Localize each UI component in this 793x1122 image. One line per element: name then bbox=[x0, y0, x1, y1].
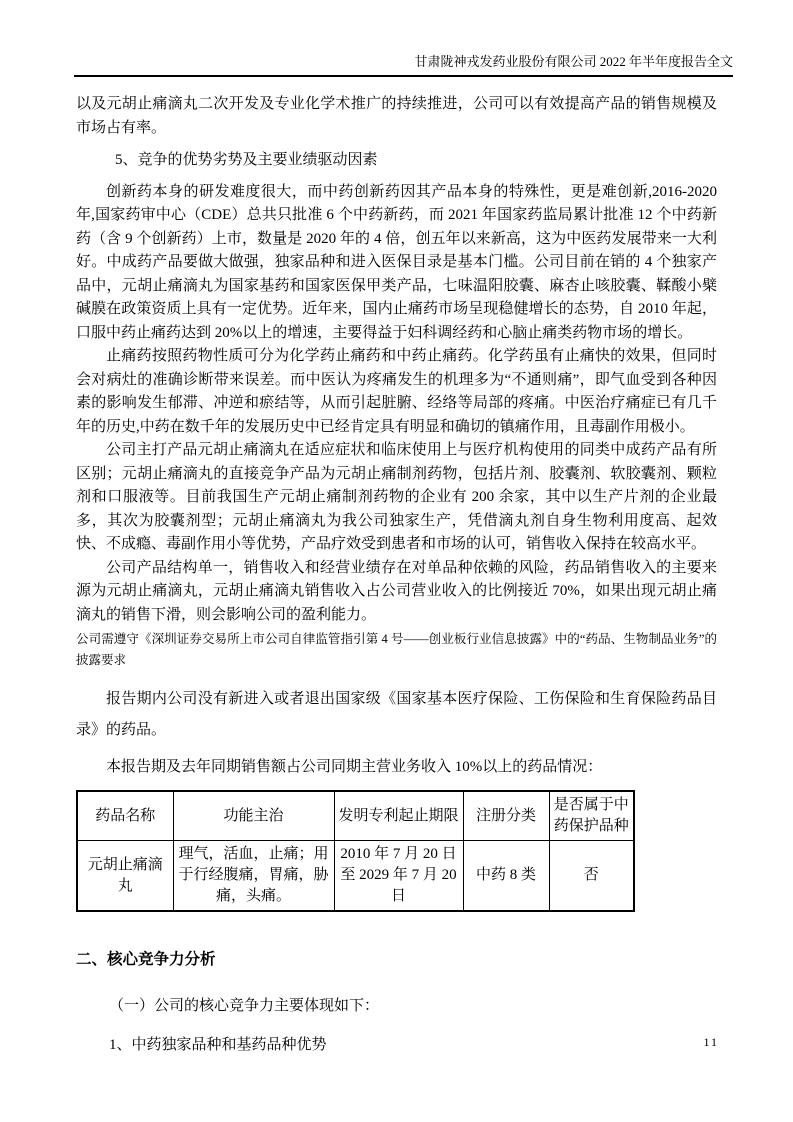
drug-table-row bbox=[77, 841, 634, 912]
sub-heading-core-competitiveness-intro: （一）公司的核心竞争力主要体现如下： bbox=[109, 997, 380, 1014]
paragraph-painkiller-types: 止痛药按照药物性质可分为化学药止痛药和中药止痛药。化学药虽有止痛快的效果，但同时会对病灶的准确诊断带来误差。而中医认为疼痛发生的机理多为“不通则痛”，即气血受到各种因素的影响发生郁滞、冲逆和瘀结等，从而引起脏腑、经络等局部的疼痛。中医治疗痛症已有几千年的历史,中药在数千年的发展历史中已经肯定具有明显和确切的镇痛作用，且毒副作用极小。 bbox=[76, 348, 717, 435]
page-number: 11 bbox=[703, 1035, 719, 1049]
section-heading-core-competitiveness: 二、核心竞争力分析 bbox=[76, 951, 216, 968]
paragraph-product-structure-risk: 公司产品结构单一，销售收入和经营业绩存在对单品种依赖的风险，药品销售收入的主要来源为元胡止痛滴丸，元胡止痛滴丸销售收入占公司营业收入的比例接近 70%，如果出现元胡止痛滴丸的销售下滑，则会影响公司的盈利能力。 bbox=[76, 559, 717, 623]
column-header-indication: 功能主治 bbox=[173, 791, 334, 841]
cell-indication: 理气，活血，止痛；用于行经腹痛，胃痛，胁痛，头痛。 bbox=[173, 841, 334, 912]
paragraph-innovation-drugs: 创新药本身的研发难度很大，而中药创新药因其产品本身的特殊性，更是难创新,2016-2020 年,国家药审中心（CDE）总共只批准 6 个中药新药，而 2021 年国家药监局累计批准 12 个中药新药（含 9 个创新药）上市，数量是 2020 年的 4 倍，创五年以来新高，这为中医药发展带来一大利好。中成药产品要做大做强，独家品种和进入医保目录是基本门槛。公司目前在销的 4 个独家产品中，元胡止痛滴丸为国家基药和国家医保甲类产品，七味温阳胶囊、麻杏止咳胶囊、鞣酸小檗碱膜在政策资质上具有一定优势。近年来，国内止痛药市场呈现稳健增长的态势，自 2010 年起，口服中药止痛药达到 20%以上的增速，主要得益于妇科调经药和心脑止痛类药物市场的增长。 bbox=[76, 183, 717, 341]
column-header-tcm-protected: 是否属于中药保护品种 bbox=[549, 791, 634, 841]
heading-5-competition: 5、竞争的优势劣势及主要业绩驱动因素 bbox=[115, 152, 378, 168]
drug-table-header-row bbox=[77, 791, 634, 841]
report-title: 甘肃陇神戎发药业股份有限公司 2022 年半年度报告全文 bbox=[414, 54, 733, 69]
cell-registration-class: 中药 8 类 bbox=[463, 841, 549, 912]
cell-drug-name: 元胡止痛滴丸 bbox=[77, 841, 173, 912]
sub-heading-exclusive-varieties: 1、中药独家品种和基药品种优势 bbox=[109, 1037, 327, 1053]
paragraph-carryover: 以及元胡止痛滴丸二次开发及专业化学术推广的持续推进，公司可以有效提高产品的销售规模及市场占有率。 bbox=[76, 96, 717, 136]
page-header bbox=[74, 0, 733, 77]
paragraph-product-competition: 公司主打产品元胡止痛滴丸在适应症状和临床使用上与医疗机构使用的同类中成药产品有所区别；元胡止痛滴丸的直接竞争产品为元胡止痛制剂药物，包括片剂、胶囊剂、软胶囊剂、颗粒剂和口服液等。目前我国生产元胡止痛制剂药物的企业有 200 余家，其中以生产片剂的企业最多，其次为胶囊剂型；元胡止痛滴丸为我公司独家生产，凭借滴丸剂自身生物利用度高、起效快、不成瘾、毒副作用小等优势，产品疗效受到患者和市场的认可，销售收入保持在较高水平。 bbox=[76, 442, 717, 552]
column-header-registration-class: 注册分类 bbox=[463, 791, 549, 841]
paragraph-catalog-status: 报告期内公司没有新进入或者退出国家级《国家基本医疗保险、工伤保险和生育保险药品目录》的药品。 bbox=[76, 690, 717, 738]
column-header-patent-term: 发明专利起止期限 bbox=[334, 791, 463, 841]
paragraph-table-intro: 本报告期及去年同期销售额占公司同期主营业务收入 10%以上的药品情况： bbox=[106, 758, 603, 775]
cell-tcm-protected: 否 bbox=[549, 841, 634, 912]
drug-info-table bbox=[76, 790, 635, 912]
paragraph-disclosure-note: 公司需遵守《深圳证券交易所上市公司自律监管指引第 4 号——创业板行业信息披露》中的“药品、生物制品业务”的披露要求 bbox=[76, 632, 717, 667]
cell-patent-term: 2010 年 7 月 20 日至 2029 年 7 月 20 日 bbox=[334, 841, 463, 912]
column-header-drug-name: 药品名称 bbox=[77, 791, 173, 841]
page-content bbox=[76, 93, 717, 1058]
